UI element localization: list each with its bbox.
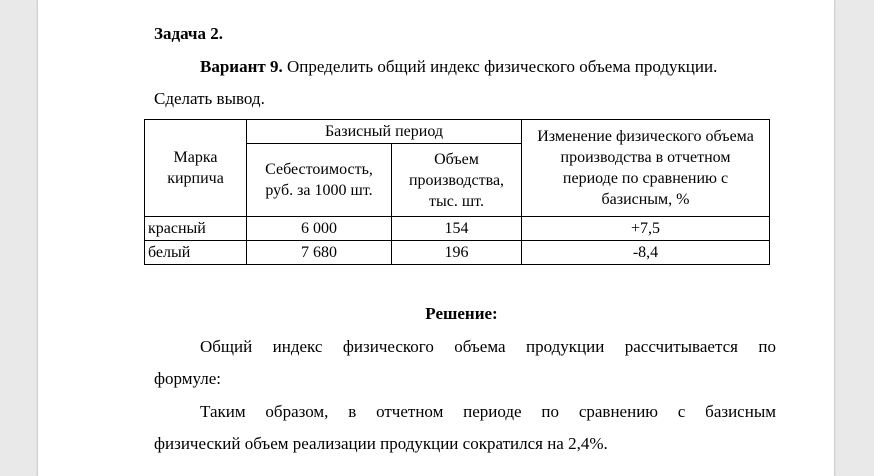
table-row [145,241,770,265]
solution-paragraph-2: Таким образом, в отчетном периоде по сравнению с базисным [200,402,776,421]
cell-volume: 196 [392,241,522,265]
cell-brand: красный [145,217,247,241]
variant-text: Определить общий индекс физического объема продукции. [286,57,718,76]
header-volume: Объем производства, тыс. шт. [392,144,522,217]
table-row [145,217,770,241]
header-brand: Марка кирпича [145,120,247,217]
cell-brand: белый [145,241,247,265]
header-base-period: Базисный период [247,120,522,144]
variant-line-2: Сделать вывод. [154,89,265,108]
cell-cost: 6 000 [247,217,392,241]
solution-paragraph-2-cont: физический объем реализации продукции сократился на 2,4%. [154,434,608,453]
task-title: Задача 2. [154,24,223,43]
cell-change: +7,5 [522,217,770,241]
solution-heading: Решение: [425,304,498,323]
data-table [144,119,770,265]
cell-cost: 7 680 [247,241,392,265]
cell-change: -8,4 [522,241,770,265]
solution-paragraph-1: Общий индекс физического объема продукции рассчитывается по [200,337,776,356]
solution-paragraph-1-cont: формуле: [154,369,222,388]
variant-label: Вариант 9. [200,57,283,76]
header-cost: Себестоимость, руб. за 1000 шт. [247,144,392,217]
cell-volume: 154 [392,217,522,241]
header-change: Изменение физического объема производства в отчетном периоде по сравнению с базисным, % [522,120,770,217]
variant-line [200,57,717,77]
